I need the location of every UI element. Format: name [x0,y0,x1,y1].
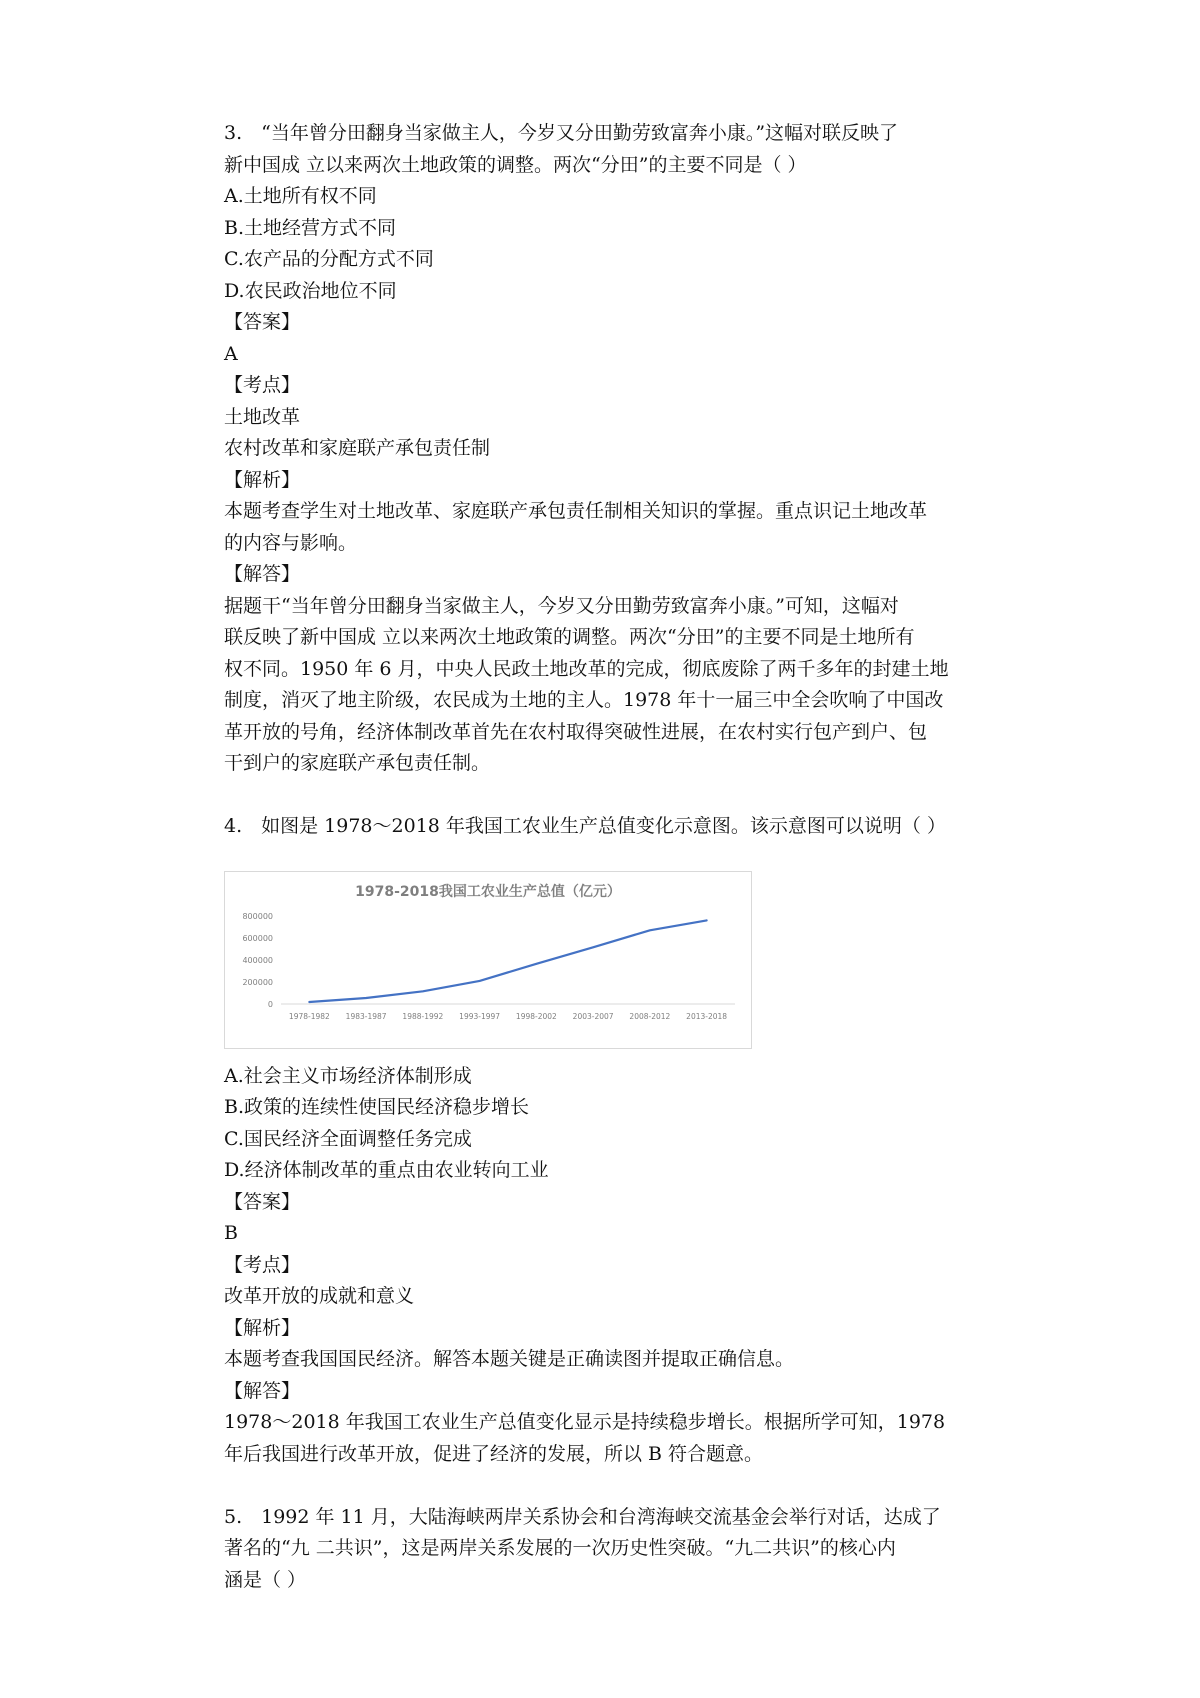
question-5 [224,1502,1014,1597]
data-point [536,963,538,965]
question-4 [224,811,1014,1470]
q5-stem-line: 著名的“九 二共识”，这是两岸关系发展的一次历史性突破。“九二共识”的核心内 [224,1537,896,1559]
q3-solution-line: 干到户的家庭联产承包责任制。 [224,752,491,774]
q3-point: 农村改革和家庭联产承包责任制 [224,437,491,459]
q4-stem-line: 4. 如图是 1978～2018 年我国工农业生产总值变化示意图。该示意图可以说明（ ） [224,815,946,837]
q4-solution-line: 1978～2018 年我国工农业生产总值变化显示是持续稳步增长。根据所学可知，1978 [224,1411,946,1433]
q3-solution-line: 革开放的号角，经济体制改革首先在农村取得突破性进展，在农村实行包产到户、包 [224,720,928,743]
q4-analysis-heading: 【解析】 [224,1316,301,1339]
q4-option-d: D.经济体制改革的重点由农业转向工业 [224,1159,549,1181]
document-page [224,118,1014,1596]
y-tick-label: 600000 [242,933,273,943]
series-line [309,920,706,1002]
data-point [706,919,708,921]
q3-analysis-line: 的内容与影响。 [224,531,358,554]
q3-solution-line: 权不同。1950 年 6 月，中央人民政土地改革的完成，彻底废除了两千多年的封建土地 [224,657,949,680]
gdp-line-chart [224,871,752,1049]
q3-solution-line: 联反映了新中国成 立以来两次土地政策的调整。两次“分田”的主要不同是土地所有 [224,626,915,648]
q5-stem-line: 涵是（ ） [224,1568,307,1591]
q3-answer-heading: 【答案】 [224,311,301,333]
x-tick-label: 1983-1987 [345,1011,387,1021]
data-point [479,980,481,982]
q4-option-b: B.政策的连续性使国民经济稳步增长 [224,1096,530,1118]
chart-title: 1978-2018我国工农业生产总值（亿元） [355,883,621,900]
x-tick-label: 1993-1997 [459,1011,501,1021]
data-point [649,929,651,931]
chart-canvas [225,872,751,1048]
x-tick-label: 1978-1982 [288,1011,330,1021]
q3-solution-line: 制度，消灭了地主阶级，农民成为土地的主人。1978 年十一届三中全会吹响了中国改 [224,689,944,711]
q4-points-heading: 【考点】 [224,1253,301,1276]
data-point [592,946,594,948]
y-tick-label: 0 [267,999,273,1009]
data-point [309,1001,311,1003]
y-tick-label: 200000 [242,977,273,987]
question-3 [224,118,1014,780]
q3-stem-line: 新中国成 立以来两次土地政策的调整。两次“分田”的主要不同是（ ） [224,153,807,176]
q3-answer: A [224,342,238,365]
x-tick-label: 1988-1992 [402,1011,444,1021]
q4-analysis-line: 本题考查我国国民经济。解答本题关键是正确读图并提取正确信息。 [224,1348,795,1370]
q3-solution-heading: 【解答】 [224,563,301,585]
x-tick-label: 1998-2002 [515,1011,557,1021]
x-tick-label: 2013-2018 [686,1011,728,1021]
q3-option-a: A.土地所有权不同 [224,185,377,207]
q3-stem-line: 3. “当年曾分田翻身当家做主人，今岁又分田勤劳致富奔小康。”这幅对联反映了 [224,122,899,144]
data-point [422,990,424,992]
x-tick-label: 2003-2007 [572,1011,614,1021]
y-tick-label: 800000 [242,911,273,921]
q4-solution-line: 年后我国进行改革开放，促进了经济的发展，所以 B 符合题意。 [224,1442,764,1465]
q4-answer: B [224,1222,238,1244]
q3-analysis-heading: 【解析】 [224,468,301,491]
q3-solution-line: 据题干“当年曾分田翻身当家做主人，今岁又分田勤劳致富奔小康。”可知，这幅对 [224,594,899,617]
q3-analysis-line: 本题考查学生对土地改革、家庭联产承包责任制相关知识的掌握。重点识记土地改革 [224,500,928,522]
q5-stem-line: 5. 1992 年 11 月，大陆海峡两岸关系协会和台湾海峡交流基金会举行对话，达成了 [224,1505,941,1528]
data-point [365,997,367,999]
y-tick-label: 400000 [242,955,273,965]
q4-point: 改革开放的成就和意义 [224,1285,415,1307]
q3-points-heading: 【考点】 [224,374,301,396]
q3-point: 土地改革 [224,405,301,428]
q3-option-d: D.农民政治地位不同 [224,279,397,302]
q3-option-c: C.农产品的分配方式不同 [224,248,434,270]
q4-solution-heading: 【解答】 [224,1379,301,1402]
q4-answer-heading: 【答案】 [224,1190,301,1213]
x-tick-label: 2008-2012 [629,1011,671,1021]
q4-option-c: C.国民经济全面调整任务完成 [224,1127,472,1150]
q3-option-b: B.土地经营方式不同 [224,216,397,239]
q4-option-a: A.社会主义市场经济体制形成 [224,1064,472,1087]
